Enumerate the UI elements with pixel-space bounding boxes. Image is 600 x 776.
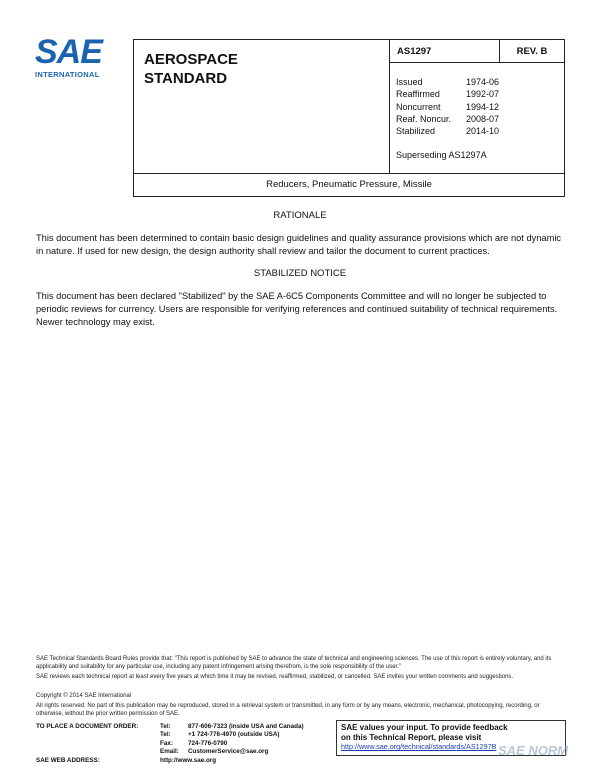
- web-address[interactable]: http://www.sae.org: [160, 756, 217, 764]
- history-label: Noncurrent: [396, 101, 441, 112]
- document-type: [144, 50, 238, 88]
- order-row-web: [36, 757, 304, 765]
- order-row-tel2: [36, 731, 304, 739]
- history-row: [396, 76, 499, 88]
- history-row: [396, 88, 499, 100]
- history-date: 2014-10: [466, 126, 500, 137]
- history-label: Reaffirmed: [396, 89, 440, 100]
- fax-label: Fax:: [160, 739, 173, 747]
- board-rules-text: SAE Technical Standards Board Rules provide that: "This report is published by SAE to advance the state of technical and engineering sciences. The use of this report is entirely voluntary, and its applicability and suitability for any particular use, including any patent infringement arising therefrom, is the sole responsibility of the user.": [36, 656, 552, 671]
- tel-inside: 877-606-7323 (inside USA and Canada): [188, 723, 304, 730]
- spacer: [36, 748, 160, 756]
- stabilized-heading: STABILIZED NOTICE: [253, 268, 347, 279]
- document-type-line1: AEROSPACE: [144, 51, 238, 68]
- review-text: SAE reviews each technical report at least every five years at which time it may be revised, reaffirmed, stabilized, or cancelled. SAE invites your written comments and suggestions.: [36, 674, 514, 680]
- history-date: 1994-12: [466, 101, 500, 112]
- email-label: Email:: [160, 748, 179, 756]
- copyright-text: Copyright © 2014 SAE International: [36, 693, 132, 699]
- document-title: Reducers, Pneumatic Pressure, Missile: [134, 173, 564, 197]
- web-label: SAE WEB ADDRESS:: [36, 756, 100, 764]
- feedback-link[interactable]: http://www.sae.org/technical/standards/AS1297B: [341, 742, 497, 752]
- history-label: Stabilized: [396, 126, 436, 137]
- sae-norm-watermark: SAE NORM: [498, 743, 569, 758]
- order-row-fax: [36, 740, 304, 748]
- order-row-email: [36, 748, 304, 756]
- history-row: [396, 113, 499, 125]
- document-number: AS1297: [390, 40, 500, 63]
- spacer: [36, 731, 160, 739]
- tel2-label: Tel:: [160, 731, 171, 739]
- history-label: Issued: [396, 77, 423, 87]
- rationale-heading: RATIONALE: [273, 210, 327, 221]
- order-info: [36, 723, 304, 765]
- history-date: 1992-07: [466, 89, 500, 100]
- logo-subtitle: INTERNATIONAL: [35, 70, 100, 79]
- history-label: Reaf. Noncur.: [396, 113, 452, 124]
- feedback-line1: SAE values your input. To provide feedback: [341, 723, 508, 732]
- history-row: [396, 101, 499, 113]
- spacer: [36, 740, 160, 748]
- document-header: [133, 39, 565, 197]
- rights-text: All rights reserved. No part of this publication may be reproduced, stored in a retrieval system or transmitted, in any form or by any means, electronic, mechanical, photocopying, recording, or otherwise, without the prior written permission of SAE.: [36, 703, 540, 718]
- tel-outside: +1 724-776-4970 (outside USA): [188, 731, 280, 739]
- superseding-note: Superseding AS1297A: [396, 150, 487, 160]
- stabilized-text: This document has been declared "Stabilized" by the SAE A-6C5 Components Committee and will no longer be subjected to periodic reviews for currency. Users are responsible for verifying references and continued suitability of technical requirements. Newer technology may exist.: [36, 291, 558, 327]
- logo-mark: SAE: [35, 33, 102, 71]
- header-title-cell: [134, 40, 390, 173]
- order-label: TO PLACE A DOCUMENT ORDER:: [36, 723, 139, 730]
- order-row-tel1: [36, 723, 304, 731]
- tel-label: Tel:: [160, 723, 171, 730]
- email-address[interactable]: CustomerService@sae.org: [188, 748, 269, 756]
- feedback-line2: on this Technical Report, please visit: [341, 732, 482, 742]
- sae-logo: [35, 35, 115, 85]
- document-type-line2: STANDARD: [144, 70, 228, 87]
- rationale-text: This document has been determined to contain basic design guidelines and quality assurance provisions which are not dynamic in nature. If used for new design, the design authority shall review and tailor the document to current practices.: [36, 233, 562, 256]
- revision: REV. B: [500, 40, 564, 63]
- history-row: [396, 125, 499, 137]
- history-date: 1974-06: [466, 77, 500, 87]
- history-date: 2008-07: [466, 113, 500, 124]
- fax-number: 724-776-0790: [188, 739, 228, 747]
- revision-history: [396, 76, 499, 137]
